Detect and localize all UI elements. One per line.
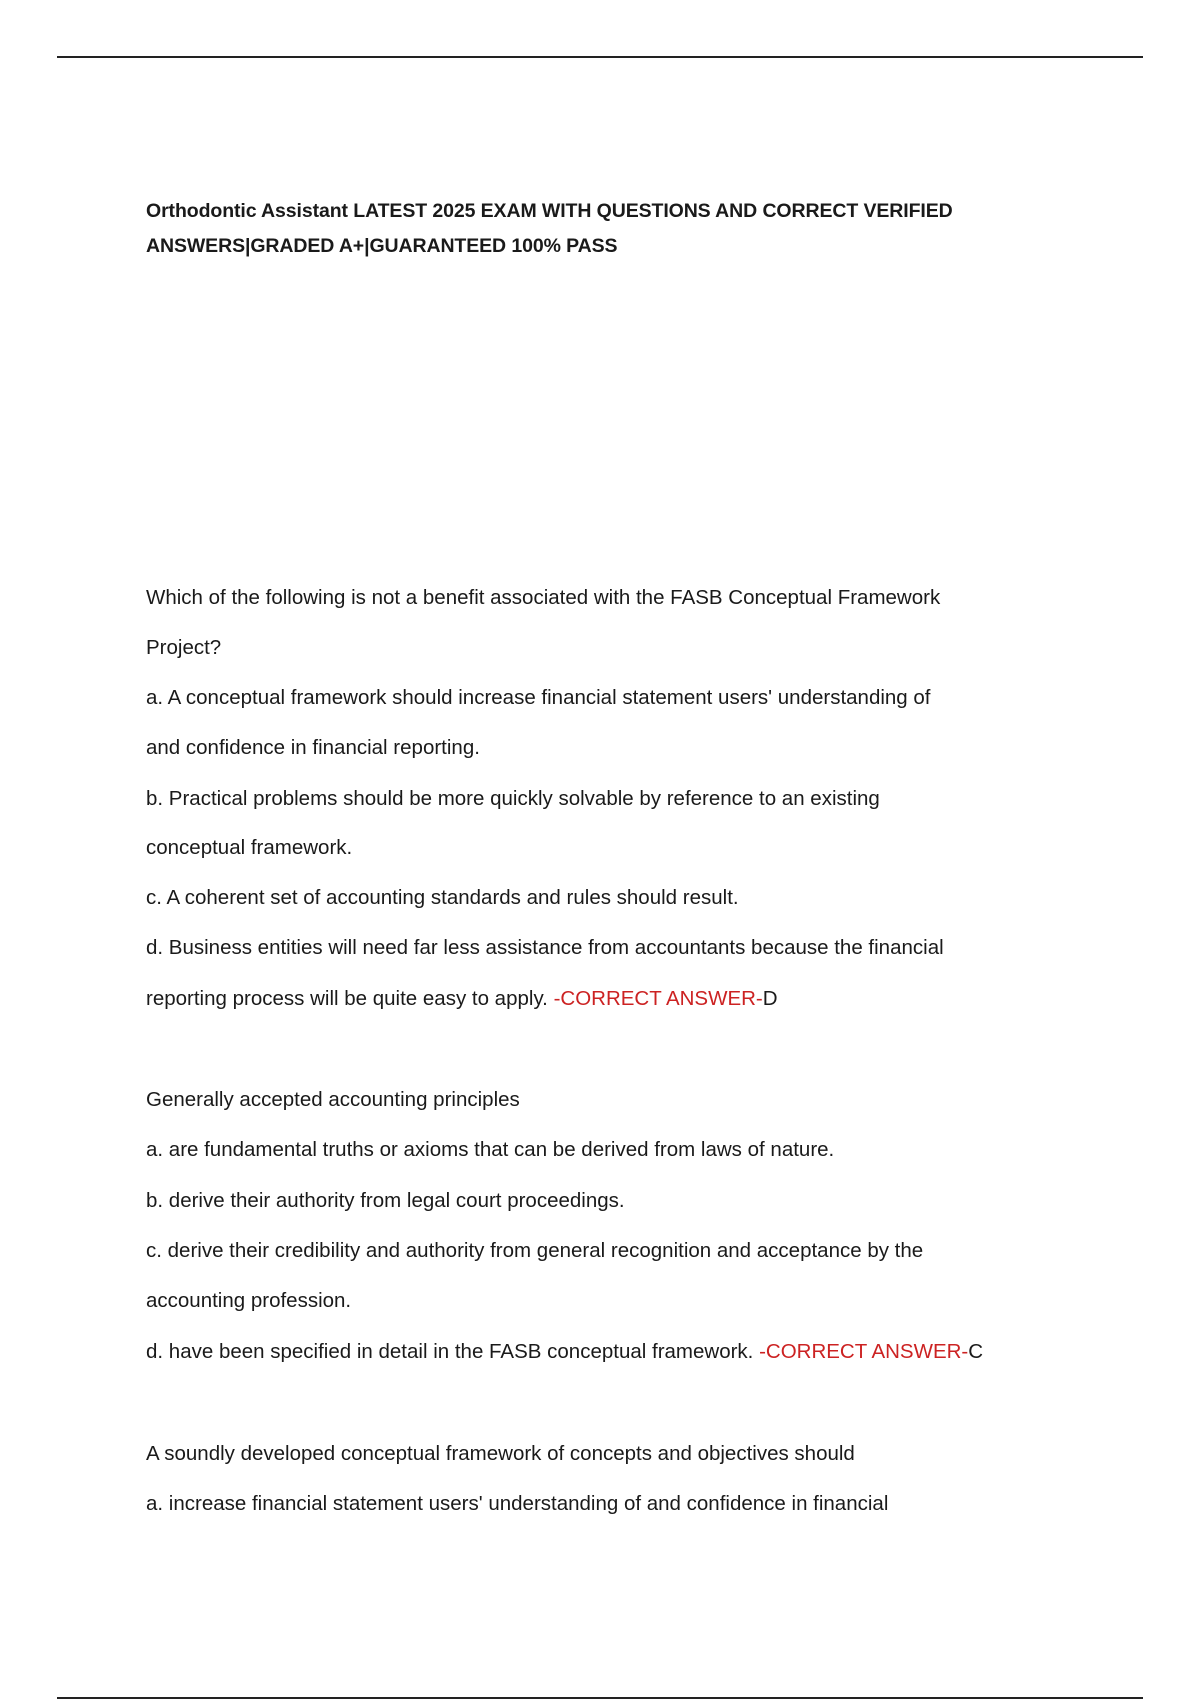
question-1-answer: D [762, 987, 778, 1010]
correct-answer-label: -CORRECT ANSWER- [759, 1340, 969, 1363]
question-2-option-c: c. derive their credibility and authority from general recognition and acceptance by the [146, 1239, 924, 1262]
document-title-line: ANSWERS|GRADED A+|GUARANTEED 100% PASS [146, 235, 618, 257]
footer-rule [57, 1697, 1143, 1699]
question-2-option-a: a. are fundamental truths or axioms that can be derived from laws of nature. [146, 1138, 835, 1161]
question-2-option-c-cont: accounting profession. [146, 1289, 352, 1312]
question-3-stem: A soundly developed conceptual framework of concepts and objectives should [146, 1442, 855, 1465]
question-1-last-line: reporting process will be quite easy to apply. [146, 987, 554, 1010]
question-2-last-line: d. have been specified in detail in the FASB conceptual framework. [146, 1340, 760, 1363]
question-2-stem: Generally accepted accounting principles [146, 1088, 520, 1111]
question-1-stem: Which of the following is not a benefit associated with the FASB Conceptual Framework [146, 586, 941, 609]
question-1-stem-cont: Project? [146, 636, 222, 659]
header-rule [57, 56, 1143, 58]
document-title-line: Orthodontic Assistant LATEST 2025 EXAM WITH QUESTIONS AND CORRECT VERIFIED [146, 200, 953, 222]
question-1-option-d-cont [146, 986, 778, 1012]
question-1-option-c: c. A coherent set of accounting standards and rules should result. [146, 886, 739, 909]
correct-answer-label: -CORRECT ANSWER- [553, 987, 763, 1010]
question-1-option-b-cont: conceptual framework. [146, 836, 353, 859]
question-3-option-a: a. increase financial statement users' understanding of and confidence in financial [146, 1492, 889, 1515]
document-title [146, 194, 1046, 264]
question-2-answer: C [968, 1340, 984, 1363]
question-1-option-b: b. Practical problems should be more quickly solvable by reference to an existing [146, 787, 880, 810]
question-1-option-a: a. A conceptual framework should increase financial statement users' understanding of [146, 686, 931, 709]
question-1-option-a-cont: and confidence in financial reporting. [146, 736, 480, 759]
question-1-option-d: d. Business entities will need far less assistance from accountants because the financial [146, 936, 944, 959]
question-2-option-b: b. derive their authority from legal court proceedings. [146, 1189, 625, 1212]
question-2-option-d [146, 1339, 983, 1365]
